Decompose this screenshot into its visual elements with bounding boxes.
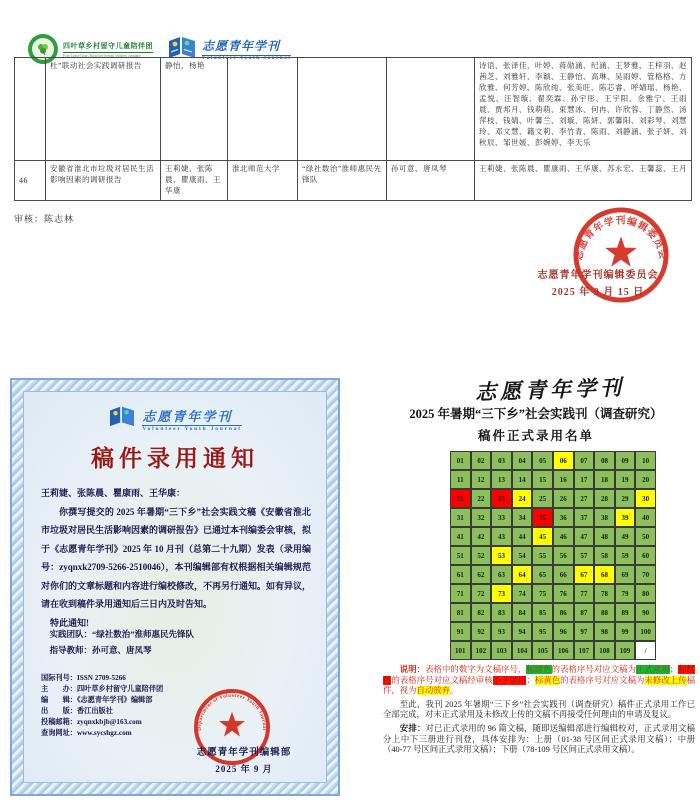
text-segment: 说明：	[399, 665, 426, 674]
grid-cell-25: 25	[532, 489, 553, 508]
roster-heading-line1: 2025 年暑期“三下乡”社会实践刊（调查研究）	[409, 407, 663, 421]
committee-name: 志愿青年学刊编辑委员会	[537, 270, 659, 281]
grid-cell-05: 05	[532, 451, 553, 470]
grid-cell-03: 03	[491, 451, 512, 470]
text-segment: 标红色	[383, 665, 696, 685]
grid-cell-84: 84	[512, 603, 533, 622]
cell-members: 王莉婕、张陈晨、瞿康雨、王华康、苏永宏、王馨蕊、王月	[475, 161, 692, 201]
grid-cell-51: 51	[450, 546, 471, 565]
signature-org: 志愿青年学刊编辑部	[196, 748, 292, 758]
cell-title: 杜”联动社会实践调研报告	[46, 58, 161, 161]
grid-cell-49: 49	[615, 527, 636, 546]
text-segment: 的表格序号对应文稿经审核	[391, 675, 493, 685]
grid-cell-88: 88	[594, 603, 615, 622]
team-line: 实践团队：“绿社数治”淮师惠民先锋队	[49, 629, 195, 639]
grid-cell-09: 09	[615, 451, 636, 470]
text-segment: 自动放弃	[416, 686, 450, 696]
grid-cell-34: 34	[512, 508, 533, 527]
certificate-logo	[24, 404, 326, 433]
grid-cell-empty: /	[635, 641, 656, 660]
grid-cell-104: 104	[512, 641, 533, 660]
grid-cell-15: 15	[532, 470, 553, 489]
grid-cell-72: 72	[471, 584, 492, 603]
text-segment: 稿件，视为	[383, 675, 696, 696]
reviewer-line: 审核：陈志林	[14, 214, 75, 224]
grid-cell-62: 62	[471, 565, 492, 584]
grid-cell-67: 67	[574, 565, 595, 584]
grid-cell-35: 35	[532, 508, 553, 527]
grid-cell-98: 98	[594, 622, 615, 641]
grid-cell-08: 08	[594, 451, 615, 470]
info-value: zyqnxkbjb@163.com	[76, 718, 142, 726]
info-value: 《志愿青年学刊》编辑部	[76, 696, 153, 704]
grid-cell-82: 82	[471, 603, 492, 622]
journal-logo-subtitle: Volunteer Youth Journal	[202, 56, 292, 61]
grid-cell-52: 52	[471, 546, 492, 565]
cell-no	[15, 58, 46, 161]
org-logo-subtitle: Four Leave Grass Rural left-behind children company	[63, 52, 141, 58]
acceptance-code: zyqnxk2709-5266-2510046	[59, 562, 161, 572]
grid-cell-73: 73	[491, 584, 512, 603]
grid-cell-02: 02	[471, 451, 492, 470]
grid-cell-21: 21	[450, 489, 471, 508]
open-book-icon	[108, 404, 136, 433]
grid-cell-54: 54	[512, 546, 533, 565]
table-row	[15, 58, 692, 161]
seal-arc-text: Department of Volunteer Youth Journal	[196, 692, 268, 731]
grid-cell-61: 61	[450, 565, 471, 584]
grid-cell-38: 38	[594, 508, 615, 527]
arrangement-paragraph	[383, 724, 695, 756]
notice-line: 特此通知!	[50, 617, 89, 628]
grid-cell-102: 102	[471, 641, 492, 660]
grid-cell-103: 103	[491, 641, 512, 660]
grid-cell-44: 44	[512, 527, 533, 546]
info-label: 查询网址：	[41, 729, 77, 737]
grid-cell-60: 60	[635, 546, 656, 565]
cell-title: 安徽省淮北市垃圾对居民生活影响因素的调研报告	[46, 161, 161, 201]
grid-cell-07: 07	[574, 451, 595, 470]
grid-cell-68: 68	[594, 565, 615, 584]
certificate-team-block	[41, 627, 311, 659]
grid-cell-76: 76	[553, 584, 574, 603]
grid-cell-46: 46	[553, 527, 574, 546]
grid-cell-105: 105	[532, 641, 553, 660]
grid-cell-12: 12	[471, 470, 492, 489]
grid-cell-56: 56	[553, 546, 574, 565]
grid-cell-18: 18	[594, 470, 615, 489]
note-paragraph	[383, 665, 695, 697]
grid-cell-36: 36	[553, 508, 574, 527]
certificate-journal-title: 志愿青年学刊	[142, 406, 241, 426]
committee-date: 2025 年 9 月 15 日	[551, 287, 645, 298]
grid-cell-41: 41	[450, 527, 471, 546]
grid-cell-40: 40	[635, 508, 656, 527]
journal-logo-title: 志愿青年学刊	[202, 37, 291, 56]
grid-cell-80: 80	[635, 584, 656, 603]
certificate-body	[41, 484, 311, 632]
grid-cell-96: 96	[553, 622, 574, 641]
text-segment: 标绿色	[526, 665, 552, 674]
cell-school: 淮北师范大学	[228, 161, 298, 201]
advisor-line: 指导教师：孙可意、唐凤琴	[49, 645, 152, 655]
cell-no: 46	[15, 161, 46, 201]
grid-cell-55: 55	[532, 546, 553, 565]
text-segment: 对已正式录用的 96 篇文稿，随即送编辑部进行编辑校对，正式录用文稿分上中下三册进行刊登，具体安排为：上册（01-38 号区间正式录用文稿）；中册（40-77 号区间正式录用文稿）；下册（78-109 号区间正式录用文稿）。	[383, 723, 696, 755]
grid-cell-48: 48	[594, 527, 615, 546]
grid-cell-30: 30	[635, 489, 656, 508]
grid-cell-53: 53	[491, 546, 512, 565]
grid-cell-39: 39	[615, 508, 636, 527]
grid-cell-108: 108	[594, 641, 615, 660]
grid-cell-50: 50	[635, 527, 656, 546]
grid-cell-75: 75	[532, 584, 553, 603]
grid-cell-59: 59	[615, 546, 636, 565]
grid-cell-01: 01	[450, 451, 471, 470]
grid-cell-65: 65	[532, 565, 553, 584]
grid-cell-06: 06	[553, 451, 574, 470]
grid-cell-11: 11	[450, 470, 471, 489]
cell-authors: 静怡，杨艳	[161, 58, 228, 161]
grid-cell-42: 42	[471, 527, 492, 546]
info-line	[41, 673, 241, 684]
text-segment: ；	[526, 675, 535, 685]
text-segment: 正式录用	[636, 665, 670, 674]
grid-cell-28: 28	[594, 489, 615, 508]
grid-cell-91: 91	[450, 622, 471, 641]
grid-cell-71: 71	[450, 584, 471, 603]
text-segment: 安排：	[399, 723, 426, 733]
grid-cell-92: 92	[471, 622, 492, 641]
grid-cell-63: 63	[491, 565, 512, 584]
grid-cell-87: 87	[574, 603, 595, 622]
info-label: 编 辑：	[41, 696, 77, 704]
acceptance-notice-certificate	[10, 378, 340, 796]
text-segment: 表格中的数字为文稿序号，	[425, 665, 527, 674]
salutation: 王莉婕、张陈晨、瞿康雨、王华康：	[41, 488, 186, 498]
cell-authors: 王莉婕、张陈晨、瞿康雨、王华康	[161, 161, 228, 201]
roster-notes	[383, 665, 695, 759]
grid-cell-69: 69	[615, 565, 636, 584]
grid-cell-26: 26	[553, 489, 574, 508]
cell-school	[228, 58, 298, 161]
grid-cell-101: 101	[450, 641, 471, 660]
grid-cell-107: 107	[574, 641, 595, 660]
grid-cell-57: 57	[574, 546, 595, 565]
grid-cell-19: 19	[615, 470, 636, 489]
info-label: 国际刊号：	[41, 674, 77, 682]
signature-date: 2025 年 9 月	[215, 764, 273, 774]
grid-cell-93: 93	[491, 622, 512, 641]
grid-cell-100: 100	[635, 622, 656, 641]
journal-calligraphy-title: 志愿青年学刊	[474, 375, 626, 405]
grid-cell-109: 109	[615, 641, 636, 660]
grid-cell-31: 31	[450, 508, 471, 527]
grid-cell-85: 85	[532, 603, 553, 622]
body-paragraph	[41, 503, 311, 614]
grid-cell-78: 78	[594, 584, 615, 603]
table-row	[15, 161, 692, 201]
grid-cell-20: 20	[635, 470, 656, 489]
grid-cell-83: 83	[491, 603, 512, 622]
grid-cell-45: 45	[532, 527, 553, 546]
cell-team	[298, 58, 387, 161]
acceptance-status-grid	[450, 451, 656, 660]
grid-cell-94: 94	[512, 622, 533, 641]
info-value: www.sycshgz.com	[76, 729, 132, 737]
cell-team: “绿社数治”淮师惠民先锋队	[298, 161, 387, 201]
completion-paragraph: 至此，我刊 2025 年暑期“三下乡”社会实践刊（调查研究）稿件正式录用工作已全部完成，对未正式录用及未修改上传的文稿不再接受任何理由的申请及复议。	[383, 699, 695, 720]
grid-cell-22: 22	[471, 489, 492, 508]
grid-cell-99: 99	[615, 622, 636, 641]
grid-cell-29: 29	[615, 489, 636, 508]
grid-cell-13: 13	[491, 470, 512, 489]
grid-cell-04: 04	[512, 451, 533, 470]
grid-cell-16: 16	[553, 470, 574, 489]
grid-cell-17: 17	[574, 470, 595, 489]
text-segment: 标黄色	[534, 675, 561, 685]
grid-cell-10: 10	[635, 451, 656, 470]
info-label: 出 版：	[41, 707, 77, 715]
text-segment: 的表格序号对应文稿为	[551, 665, 637, 674]
certificate-title: 稿件录用通知	[91, 446, 259, 471]
cell-advisors	[387, 58, 475, 161]
org-logo-title: 四叶草乡村留守儿童陪伴团	[63, 41, 153, 53]
certificate-signature	[164, 744, 324, 775]
grid-cell-95: 95	[532, 622, 553, 641]
certificate-inner	[23, 391, 327, 783]
grid-cell-70: 70	[635, 565, 656, 584]
grid-cell-24: 24	[512, 489, 533, 508]
seal-arc-text: 志愿青年学刊编辑委员会	[573, 215, 669, 262]
text-segment: 的表格序号对应文稿为	[560, 675, 645, 685]
grid-cell-23: 23	[491, 489, 512, 508]
grid-cell-58: 58	[594, 546, 615, 565]
text-segment: ；	[669, 665, 679, 674]
grid-cell-97: 97	[574, 622, 595, 641]
cell-advisors: 孙可意、唐凤琴	[387, 161, 475, 201]
cell-members: 诗语、张泽佳、叶婷、蒋勋涵、纪涵、王梦雅、王梓羽、赵茜芝、刘雅轩、李颖、王静怡、高琳、吴雨婷、管格格、方欣雅、何芳婷、陈欣纯、张美旺、陈芯睿、呼婧瑶、杨艳、孟悦、汪智璇、翟奕霖、孙宇彤、王宇阳、余雅宁、王雨晨、贾邦月、钱萌萌、束慧冰、何冉、许欣蓉、丁静然、汤萍枝、钱婧、叶馨兰、刘璇、陈妍、郭馨阳、刘彩琴、刘慧玲、邓文慧、籍文莉、李竹青、陈雨、刘静涵、张子妍、刘秋辰、邹世媛、彭婉婷、李天乐	[475, 58, 692, 161]
info-value: 香江出版社	[76, 707, 113, 715]
grid-cell-33: 33	[491, 508, 512, 527]
grid-cell-77: 77	[574, 584, 595, 603]
info-label: 投稿邮箱：	[41, 718, 77, 726]
grid-cell-74: 74	[512, 584, 533, 603]
grid-cell-32: 32	[471, 508, 492, 527]
submission-table	[14, 57, 692, 201]
body-text: ），本刊编辑部有权根据相关编辑规范对你们的文章标题和内容进行编校修改，不再另行通知。如有异议，请在收到稿件录用通知后三日内及时告知。	[41, 562, 312, 609]
grid-cell-79: 79	[615, 584, 636, 603]
grid-cell-66: 66	[553, 565, 574, 584]
grid-cell-43: 43	[491, 527, 512, 546]
grid-cell-86: 86	[553, 603, 574, 622]
text-segment: 不予录用	[492, 675, 527, 685]
grid-cell-90: 90	[635, 603, 656, 622]
body-text: 你撰写提交的 2025 年暑期“三下乡”社会实践文稿《安徽省淮北市垃圾对居民生活影响因素的调研报告》已通过本刊编委会审核，拟于《志愿青年学刊》2025 年 10 月刊（总第二十九期）发表（录用编号：	[41, 506, 312, 572]
grid-cell-14: 14	[512, 470, 533, 489]
info-value: 四叶草乡村留守儿童陪伴团	[76, 685, 164, 693]
text-segment: 。	[450, 686, 459, 696]
certificate-journal-subtitle: Volunteer Youth Journal	[142, 425, 242, 432]
grid-cell-47: 47	[574, 527, 595, 546]
grid-cell-37: 37	[574, 508, 595, 527]
grid-cell-64: 64	[512, 565, 533, 584]
roster-heading-line2: 稿件正式录用名单	[477, 429, 594, 443]
grid-cell-89: 89	[615, 603, 636, 622]
grid-cell-106: 106	[553, 641, 574, 660]
text-segment: 未修改上传	[644, 675, 687, 685]
grid-cell-27: 27	[574, 489, 595, 508]
info-value: ISSN 2709-5266	[76, 674, 126, 682]
grid-cell-81: 81	[450, 603, 471, 622]
info-label: 主 办：	[41, 685, 77, 693]
